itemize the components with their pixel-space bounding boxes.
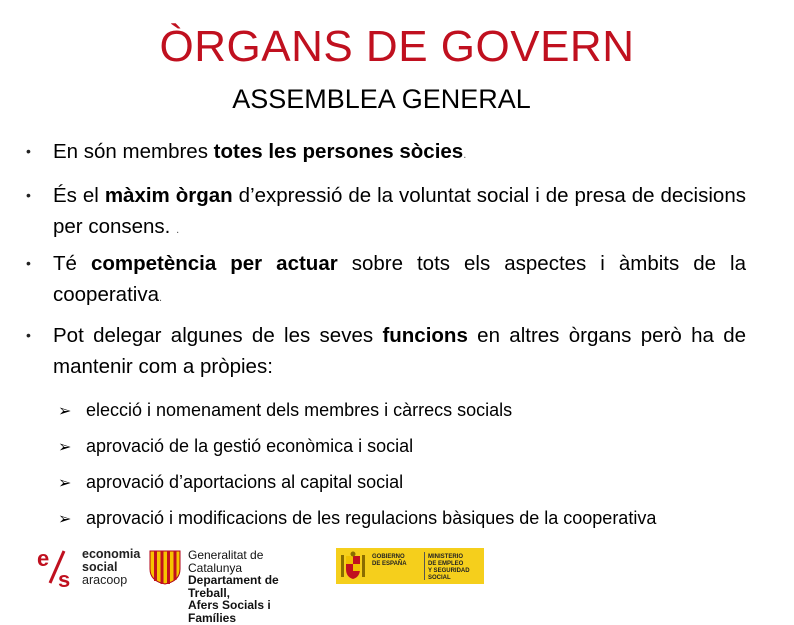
- bullet-text: Té competència per actuar sobre tots els aspectes i àmbits de la cooperativa.: [53, 252, 746, 306]
- bullet-item: [26, 180, 746, 246]
- slide-subtitle: ASSEMBLEA GENERAL: [232, 84, 531, 114]
- bullet-item: [26, 248, 746, 314]
- generalitat-text: Generalitat de Catalunya Departament de Treball, Afers Socials i Famílies: [188, 548, 279, 625]
- bullet-item: [26, 136, 746, 171]
- bullet-dot: •: [26, 187, 31, 203]
- arrow-bullet-icon: ➢: [58, 475, 72, 492]
- ministerio-text: MINISTERIO DE EMPLEO Y SEGURIDAD SOCIAL: [428, 554, 470, 581]
- bullet-item: [26, 320, 746, 382]
- logo-divider: [424, 552, 425, 580]
- slide-title: ÒRGANS DE GOVERN: [159, 22, 635, 71]
- footer-logos: [0, 543, 794, 625]
- economia-social-text: economia social aracoop: [82, 547, 141, 587]
- economia-social-mark-icon: [36, 547, 78, 589]
- gobierno-espana-logo: [336, 548, 484, 584]
- sub-list-item: ➢ aprovació d’aportacions al capital social: [58, 471, 403, 495]
- bullet-dot: •: [26, 327, 31, 343]
- gobierno-text: GOBIERNO DE ESPAÑA: [372, 554, 407, 567]
- generalitat-logo: [148, 547, 318, 625]
- bullet-text: És el màxim òrgan d’expressió de la voluntat social i de presa de decisions per consens. .: [53, 184, 746, 238]
- coat-of-arms-icon: [340, 551, 366, 581]
- economia-social-logo: [36, 547, 161, 589]
- bullet-text: Pot delegar algunes de les seves funcions en altres òrgans però ha de mantenir com a pròpies:: [53, 324, 747, 378]
- svg-text:s: s: [58, 567, 71, 589]
- arrow-bullet-icon: ➢: [58, 403, 72, 420]
- senyera-shield-icon: [148, 549, 182, 585]
- bullet-dot: •: [26, 255, 31, 271]
- svg-text:e: e: [37, 547, 50, 571]
- arrow-bullet-icon: ➢: [58, 511, 72, 528]
- bullet-text: En són membres totes les persones sòcies.: [53, 140, 467, 163]
- sub-list-item: ➢ aprovació i modificacions de les regulacions bàsiques de la cooperativa: [58, 507, 656, 531]
- arrow-bullet-icon: ➢: [58, 439, 72, 456]
- sub-list-item: ➢ elecció i nomenament dels membres i càrrecs socials: [58, 399, 512, 423]
- sub-list-item: ➢ aprovació de la gestió econòmica i social: [58, 435, 413, 459]
- bullet-dot: •: [26, 143, 31, 159]
